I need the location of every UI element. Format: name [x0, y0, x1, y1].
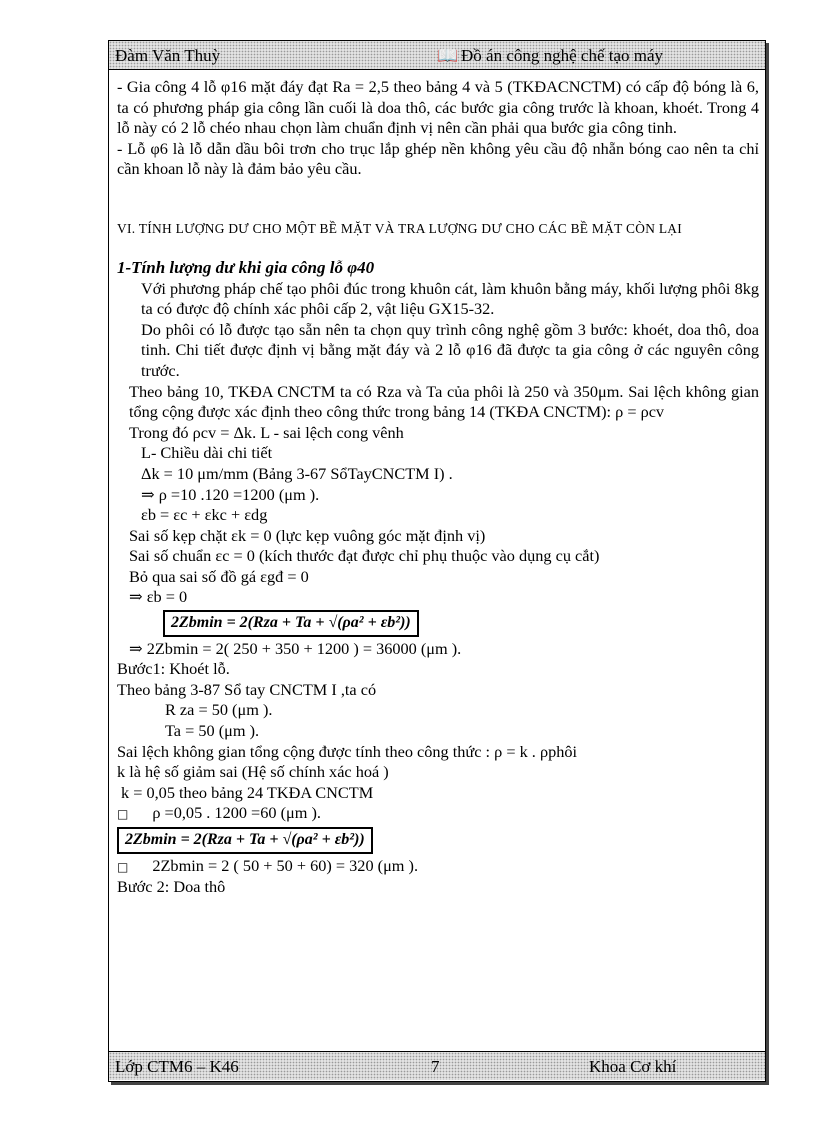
line-epsilon-b: εb = εc + εkc + εdg	[141, 505, 268, 525]
page-content	[117, 77, 759, 898]
page-number: 7	[431, 1057, 440, 1076]
page-frame	[108, 40, 766, 1082]
footer-faculty: Khoa Cơ khí	[589, 1057, 677, 1076]
header-author: Đàm Văn Thuỳ	[115, 46, 221, 65]
line-k-value: k = 0,05 theo bảng 24 TKĐA CNCTM	[121, 782, 374, 802]
line-result-phoi: ⇒ 2Zbmin = 2( 250 + 350 + 1200 ) = 36000 (μm ).	[129, 638, 462, 658]
line-length: L- Chiều dài chi tiết	[141, 443, 273, 463]
formula-allowance-2: 2Zbmin = 2(Rza + Ta + √(ρa² + εb²))	[117, 827, 373, 854]
page-header	[109, 41, 765, 70]
line-total-deviation: Sai lệch không gian tổng cộng được tính theo công thức : ρ = k . ρphôi	[117, 741, 578, 761]
line-rho: ⇒ ρ =10 .120 =1200 (μm ).	[141, 484, 320, 504]
formula-allowance-1: 2Zbmin = 2(Rza + Ta + √(ρa² + εb²))	[163, 610, 419, 637]
line-fixture-error: Bỏ qua sai số đồ gá εgđ = 0	[129, 566, 309, 586]
paragraph-process: Do phôi có lỗ được tạo sẵn nên ta chọn quy trình công nghệ gồm 3 bước: khoét, doa thô, doa tinh. Chi tiết được định vị bằng mặt đáy và 2 lỗ φ16 đã được ta gia công ở các nguyên công trước.	[141, 319, 759, 380]
section-heading: VI. TÍNH LƯỢNG DƯ CHO MỘT BỀ MẶT VÀ TRA LƯỢNG DƯ CHO CÁC BỀ MẶT CÒN LẠI	[117, 220, 683, 236]
line-rho-step1: □ ρ =0,05 . 1200 =60 (μm ).	[117, 803, 321, 823]
paragraph-hole-6: - Lỗ φ6 là lỗ dẫn dầu bôi trơn cho trục lắp ghép nền không yêu cầu độ nhẵn bóng cao nên ta chỉ cần khoan lỗ này là đảm bảo yêu cầu.	[117, 138, 759, 179]
line-table-387: Theo bảng 3-87 Sổ tay CNCTM I ,ta có	[117, 679, 377, 699]
line-rza: R za = 50 (μm ).	[165, 700, 273, 720]
line-k-coef: k là hệ số giảm sai (Hệ số chính xác hoá )	[117, 762, 389, 782]
subsection-heading: 1-Tính lượng dư khi gia công lỗ φ40	[117, 257, 375, 277]
paragraph-holes-16: - Gia công 4 lỗ φ16 mặt đáy đạt Ra = 2,5 theo bảng 4 và 5 (TKĐACNCTM) có cấp độ bóng là 6, ta có phương pháp gia công lần cuối là doa thô, các bước gia công trước là khoan, khoét. Trong 4 lỗ này có 2 lỗ chéo nhau chọn làm chuẩn định vị nên cần phải qua bước gia công tinh.	[117, 77, 759, 138]
book-icon: 📖	[437, 46, 459, 65]
line-epsilon-zero: ⇒ εb = 0	[129, 587, 188, 607]
line-clamping-error: Sai số kẹp chặt εk = 0 (lực kẹp vuông góc mặt định vị)	[129, 525, 486, 545]
footer-class: Lớp CTM6 – K46	[115, 1057, 239, 1076]
paragraph-casting: Với phương pháp chế tạo phôi đúc trong khuôn cát, làm khuôn bằng máy, khối lượng phôi 8kg ta có được độ chính xác phôi cấp 2, vật liệu GX15-32.	[141, 278, 759, 319]
line-ta: Ta = 50 (μm ).	[165, 721, 260, 741]
box-symbol: □	[117, 859, 129, 874]
line-datum-error: Sai số chuẩn εc = 0 (kích thước đạt được chỉ phụ thuộc vào dụng cụ cắt)	[129, 546, 600, 566]
paragraph-deviation: Theo bảng 10, TKĐA CNCTM ta có Rza và Ta của phôi là 250 và 350μm. Sai lệch không gian tổng cộng được xác định theo công thức trong bảng 14 (TKĐA CNCTM): ρ = ρcv	[129, 381, 759, 422]
line-delta-k: Δk = 10 μm/mm (Bảng 3-67 SổTayCNCTM I) .	[141, 463, 453, 483]
line-step-2: Bước 2: Doa thô	[117, 877, 226, 897]
line-result-step1: □ 2Zbmin = 2 ( 50 + 50 + 60) = 320 (μm ).	[117, 855, 419, 875]
header-title: Đồ án công nghệ chế tạo máy	[461, 46, 664, 65]
line-warp: Trong đó ρcv = Δk. L - sai lệch cong vênh	[129, 422, 404, 442]
line-step-1: Bước1: Khoét lỗ.	[117, 659, 230, 679]
box-symbol: □	[117, 807, 129, 822]
page-footer	[109, 1051, 765, 1080]
